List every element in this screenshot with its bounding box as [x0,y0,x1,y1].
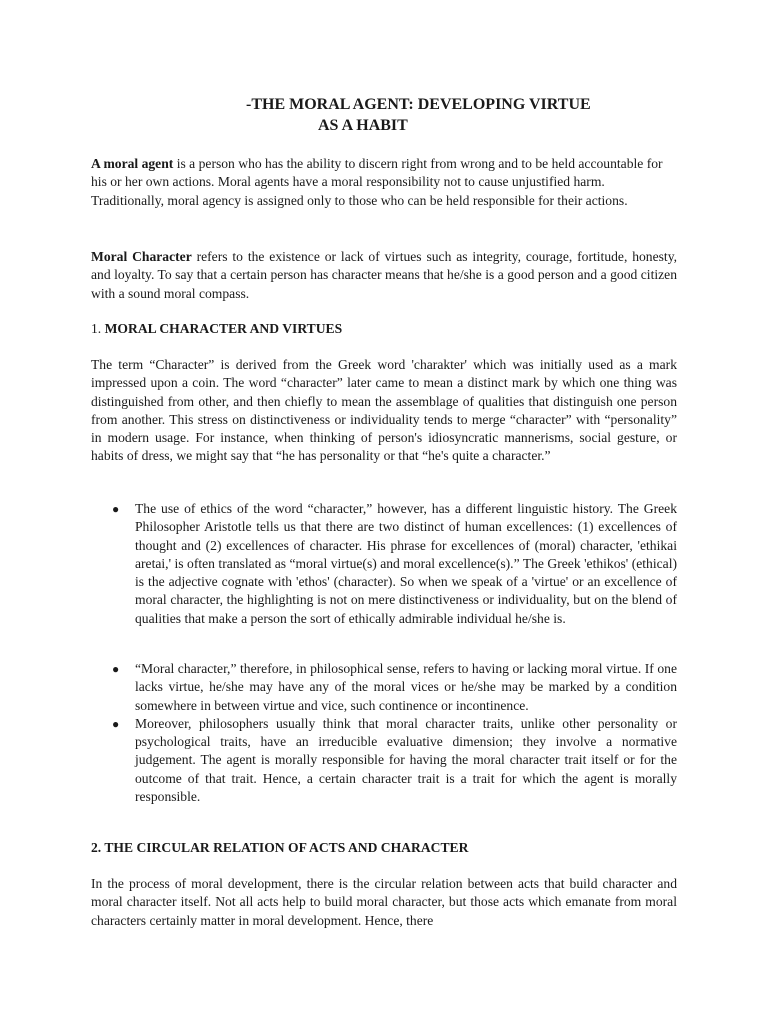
bullet-icon: ● [112,662,120,676]
section-1-paragraph: The term “Character” is derived from the Greek word 'charakter' which was initially used as a mark impressed upon a coin. The word “character” later came to mean a distinct mark by which one thing was distinguished from other, and then chiefly to mean the assemblage of qualities that distinguish one person from another. This stress on distinctiveness or individuality tends to merge “character” with “personality” in modern usage. For instance, when thinking of person's idiosyncratic mannerisms, social gesture, or habits of dress, we might say that “he has personality or that “he's quite a character.” [91,357,677,464]
bullet-text: “Moral character,” therefore, in philosophical sense, refers to having or lacking moral virtue. If one lacks virtue, he/she may have any of the moral vices or he/she may be marked by a condition somewhere in between virtue and vice, such continence or incontinence. [135,661,677,713]
title-line-2: AS A HABIT [318,117,408,134]
moral-character-lead-term: Moral Character [91,249,192,264]
section-1-bullet-list-2 [91,660,677,806]
list-item [91,500,677,628]
bullet-text: The use of ethics of the word “character,” however, has a different linguistic history. The Greek Philosopher Aristotle tells us that there are two distinct of human excellences: (1) excellences of thought and (2) excellences of character. His phrase for excellences of (moral) character, 'ethikai aretai,' is often translated as “moral virtue(s) and moral excellence(s).” The Greek 'ethikos' (ethical) is the adjective cognate with 'ethos' (character). So when we speak of a 'virtue' or an excellence of moral character, the highlighting is not on mere distinctiveness or individuality, but on the blend of qualities that make a person the sort of ethically admirable individual he/she is. [135,501,677,626]
bullet-icon: ● [112,716,120,731]
intro-lead-term: A moral agent [91,156,174,171]
section-2-heading [91,839,677,857]
intro-text: is a person who has the ability to discern right from wrong and to be held accountable for his or her own actions. Moral agents have a moral responsibility not to cause unjustified harm. Traditionally, moral agency is assigned only to those who can be held responsible for their actions. [91,156,663,208]
moral-character-text: refers to the existence or lack of virtues such as integrity, courage, fortitude, honesty, and loyalty. To say that a certain person has character means that he/she is a good person and a good citizen with a sound moral compass. [91,249,678,301]
section-2-heading-text: 2. THE CIRCULAR RELATION OF ACTS AND CHARACTER [91,840,469,855]
list-item [91,660,677,715]
section-2-paragraph: In the process of moral development, there is the circular relation between acts that build character and moral character itself. Not all acts help to build moral character, but those acts which emanate from moral characters certainly matter in moral development. Hence, there [91,876,677,928]
bullet-icon: ● [112,502,120,516]
bullet-text: Moreover, philosophers usually think that moral character traits, unlike other personality or psychological traits, have an irreducible evaluative dimension; they involve a normative judgement. The agent is morally responsible for having the moral character trait itself or for the outcome of that trait. Hence, a certain character trait is a trait for which the agent is morally responsible. [135,715,677,805]
title-line-1: -THE MORAL AGENT: DEVELOPING VIRTUE [246,96,591,113]
intro-paragraph [91,155,677,210]
section-1-bullet-list [91,500,677,628]
section-1-heading-text: MORAL CHARACTER AND VIRTUES [104,321,343,336]
section-1-number: 1. [91,321,105,336]
list-item [91,715,677,806]
moral-character-paragraph [91,248,677,303]
section-1-heading [91,320,677,338]
